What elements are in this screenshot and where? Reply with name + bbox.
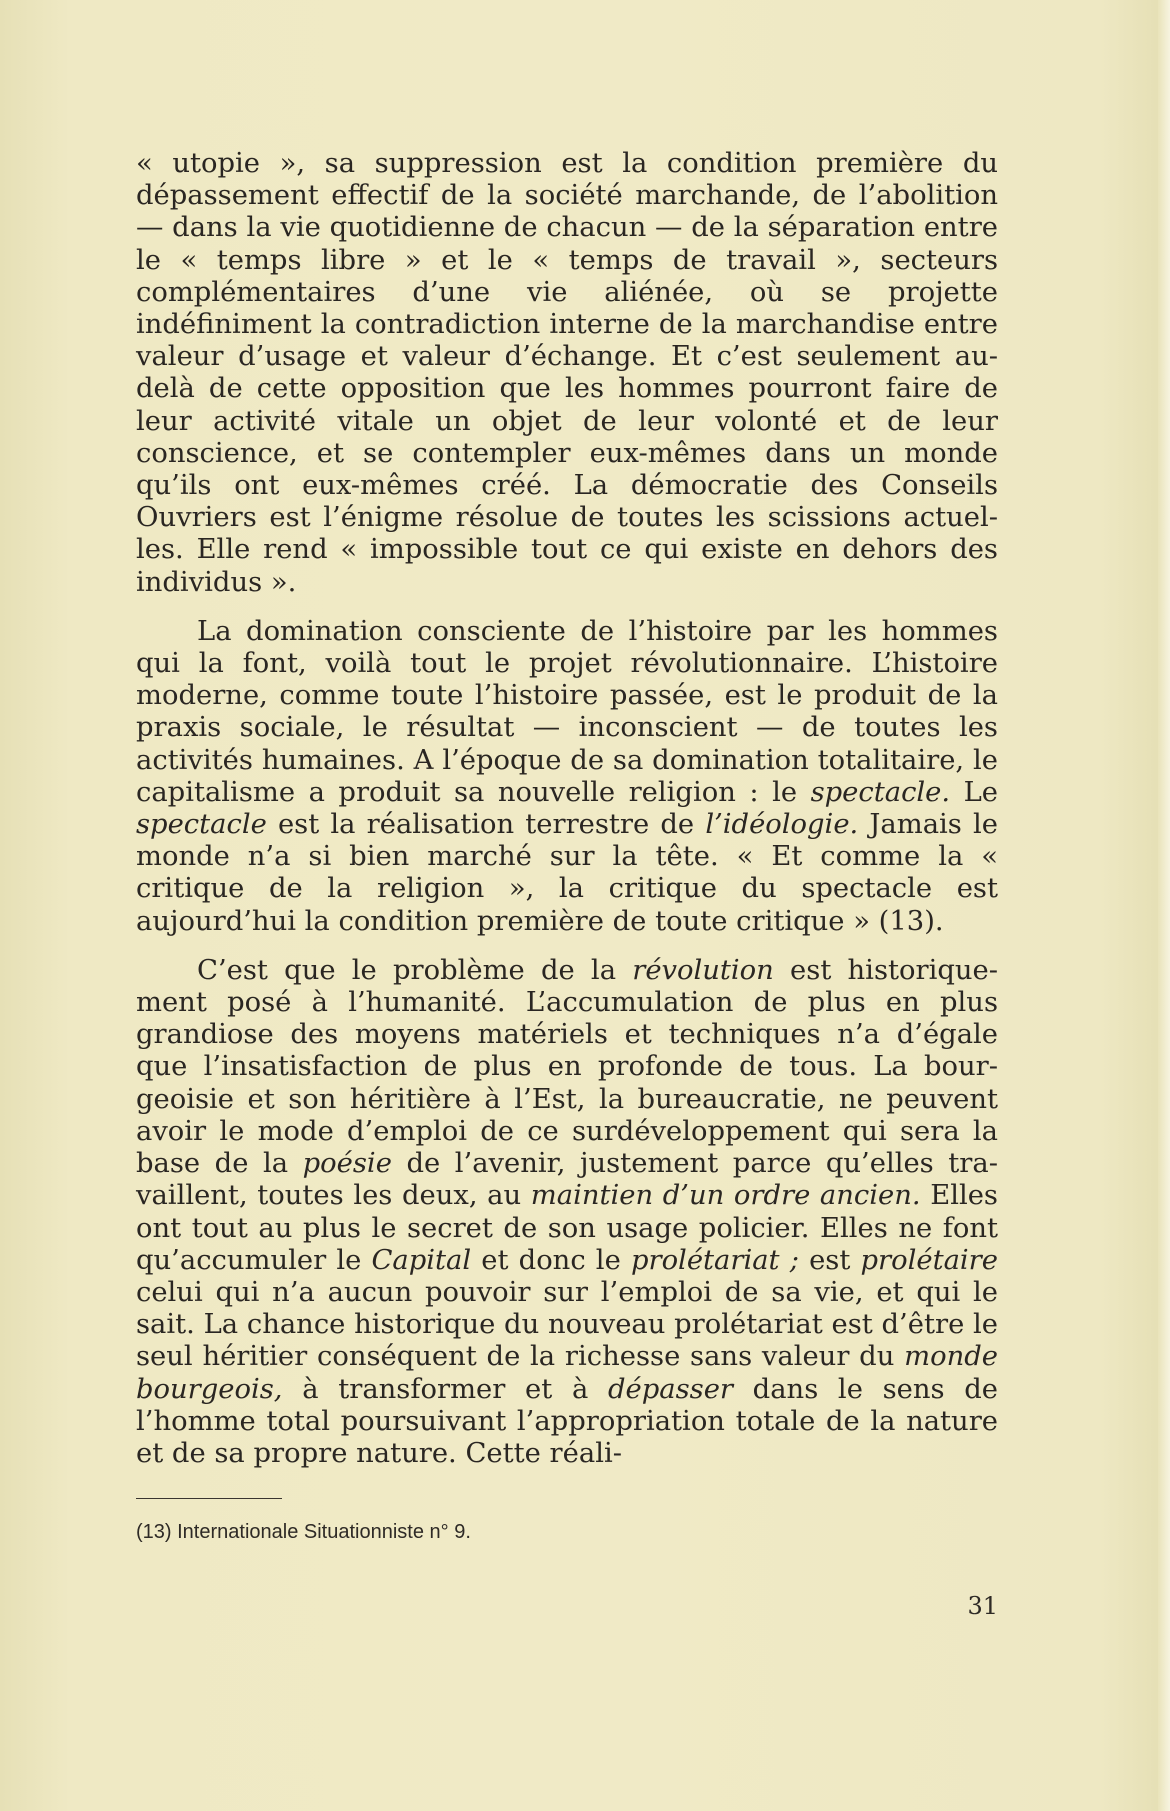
footnote: (13) Internationale Situationniste n° 9. (136, 1521, 471, 1543)
emphasis-text: Capital (371, 1244, 472, 1276)
paragraph-2 (136, 616, 998, 938)
emphasis-text: prolétaire (860, 1244, 998, 1276)
page-edge (1158, 0, 1170, 1811)
text-run: et donc le (471, 1244, 631, 1276)
text-run: Elles ont tout au plus le secret de son usage policier. Elles ne font qu’accumuler le (136, 1180, 998, 1276)
emphasis-text: spectacle (136, 809, 267, 841)
emphasis-text: monde bourgeois, (136, 1341, 998, 1405)
body-text (136, 148, 998, 1470)
emphasis-text: l’idéologie. (705, 809, 859, 841)
footnote-rule (136, 1498, 282, 1499)
emphasis-text: révolution (632, 954, 774, 986)
emphasis-text: maintien d’un ordre ancien. (530, 1180, 921, 1212)
emphasis-text: poésie (302, 1148, 392, 1180)
emphasis-text: dépasser (607, 1373, 733, 1405)
paragraph-3 (136, 955, 998, 1470)
paragraph-1 (136, 148, 998, 599)
text-run: est historiquement posé à l’humanité. L’accumulation de plus en plus grandiose des moyens matériels et techniques n’a d’égale que l’insatisfaction de plus en profonde de tous. La bourgeoisie et son héritière à l’Est, la bureaucratie, ne peuvent avoir le mode d’emploi de ce surdéveloppement qui sera la base de la (136, 954, 998, 1180)
text-run: est (798, 1244, 861, 1276)
page-number: 31 (967, 1592, 998, 1620)
text-run: de l’avenir, justement parce qu’elles travaillent, toutes les deux, au (136, 1148, 998, 1212)
text-run: Le (950, 776, 999, 808)
emphasis-text: spectacle. (810, 776, 951, 808)
text-run: C’est que le problème de la (197, 954, 633, 986)
text-run: Jamais le monde n’a si bien marché sur la tête. « Et comme la « critique de la religion », la critique du spectacle est aujourd’hui la condition première de toute critique » (13). (136, 809, 998, 937)
text-run: dans le sens de l’homme total poursuivant l’appropriation totale de la nature et de sa propre nature. Cette réali- (136, 1373, 998, 1469)
text-run: est la réalisation terrestre de (266, 809, 706, 841)
text-run: celui qui n’a aucun pouvoir sur l’emploi de sa vie, et qui le sait. La chance historique du nouveau prolétariat est d’être le seul héritier conséquent de la richesse sans valeur du (136, 1276, 998, 1373)
text-run: « utopie », sa suppression est la condition première du dépassement effectif de la société marchande, de l’abolition — dans la vie quotidienne de chacun — de la séparation entre le « temps libre » et le « temps de travail », secteurs complémentaires d’une vie aliénée, où se projette indéfiniment la contradiction interne de la marchandise entre valeur d’usage et valeur d’échange. Et c’est seulement au-delà de cette opposition que les hommes pourront faire de leur activité vitale un objet de leur volonté et de leur conscience, et se contempler eux-mêmes dans un monde qu’ils ont eux-mêmes créé. La démocratie des Conseils Ouvriers est l’énigme résolue de toutes les scissions actuelles. Elle rend « impossible tout ce qui existe en dehors des individus ». (136, 148, 998, 598)
emphasis-text: prolétariat ; (630, 1244, 799, 1276)
text-run: à transformer et à (282, 1373, 608, 1405)
text-run: La domination consciente de l’histoire par les hommes qui la font, voilà tout le projet révolutionnaire. L’histoire moderne, comme toute l’histoire passée, est le produit de la praxis sociale, le résultat — inconscient — de toutes les activités humaines. A l’époque de sa domination totalitaire, le capitalisme a produit sa nouvelle religion : le (136, 615, 998, 808)
